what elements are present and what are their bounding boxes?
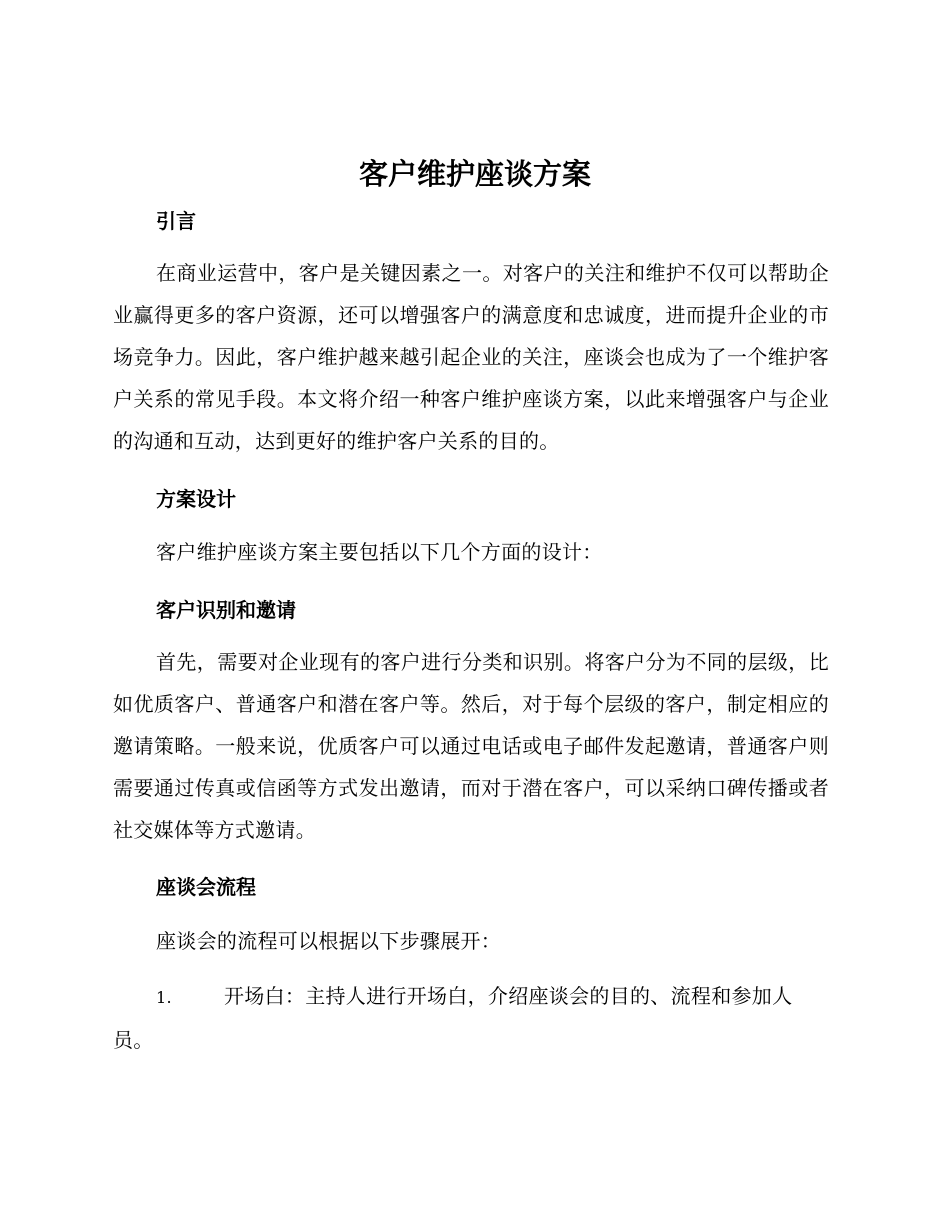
section-heading-identify: 客户识别和邀请 — [156, 598, 296, 622]
paragraph-intro: 在商业运营中，客户是关键因素之一。对客户的关注和维护不仅可以帮助企业赢得更多的客户资源，还可以增强客户的满意度和忠诚度，进而提升企业的市场竞争力。因此，客户维护越来越引起企业的关注，座谈会也成为了一个维护客户关系的常见手段。本文将介绍一种客户维护座谈方案，以此来增强客户与企业的沟通和互动，达到更好的维护客户关系的目的。 — [113, 261, 829, 453]
list-item — [113, 975, 829, 1061]
paragraph-identify: 首先，需要对企业现有的客户进行分类和识别。将客户分为不同的层级，比如优质客户、普通客户和潜在客户等。然后，对于每个层级的客户，制定相应的邀请策略。一般来说，优质客户可以通过电话或电子邮件发起邀请，普通客户则需要通过传真或信函等方式发出邀请，而对于潜在客户，可以采纳口碑传播或者社交媒体等方式邀请。 — [113, 650, 829, 842]
section-heading-design: 方案设计 — [156, 487, 236, 511]
list-item-text: 开场白：主持人进行开场白，介绍座谈会的目的、流程和参加人员。 — [113, 984, 793, 1052]
paragraph-process: 座谈会的流程可以根据以下步骤展开： — [156, 929, 502, 953]
section-heading-process: 座谈会流程 — [156, 875, 256, 899]
section-heading-intro: 引言 — [156, 209, 196, 233]
paragraph-design: 客户维护座谈方案主要包括以下几个方面的设计： — [156, 540, 603, 564]
document-title: 客户维护座谈方案 — [358, 157, 591, 191]
list-item-number: 1. — [156, 988, 172, 1007]
